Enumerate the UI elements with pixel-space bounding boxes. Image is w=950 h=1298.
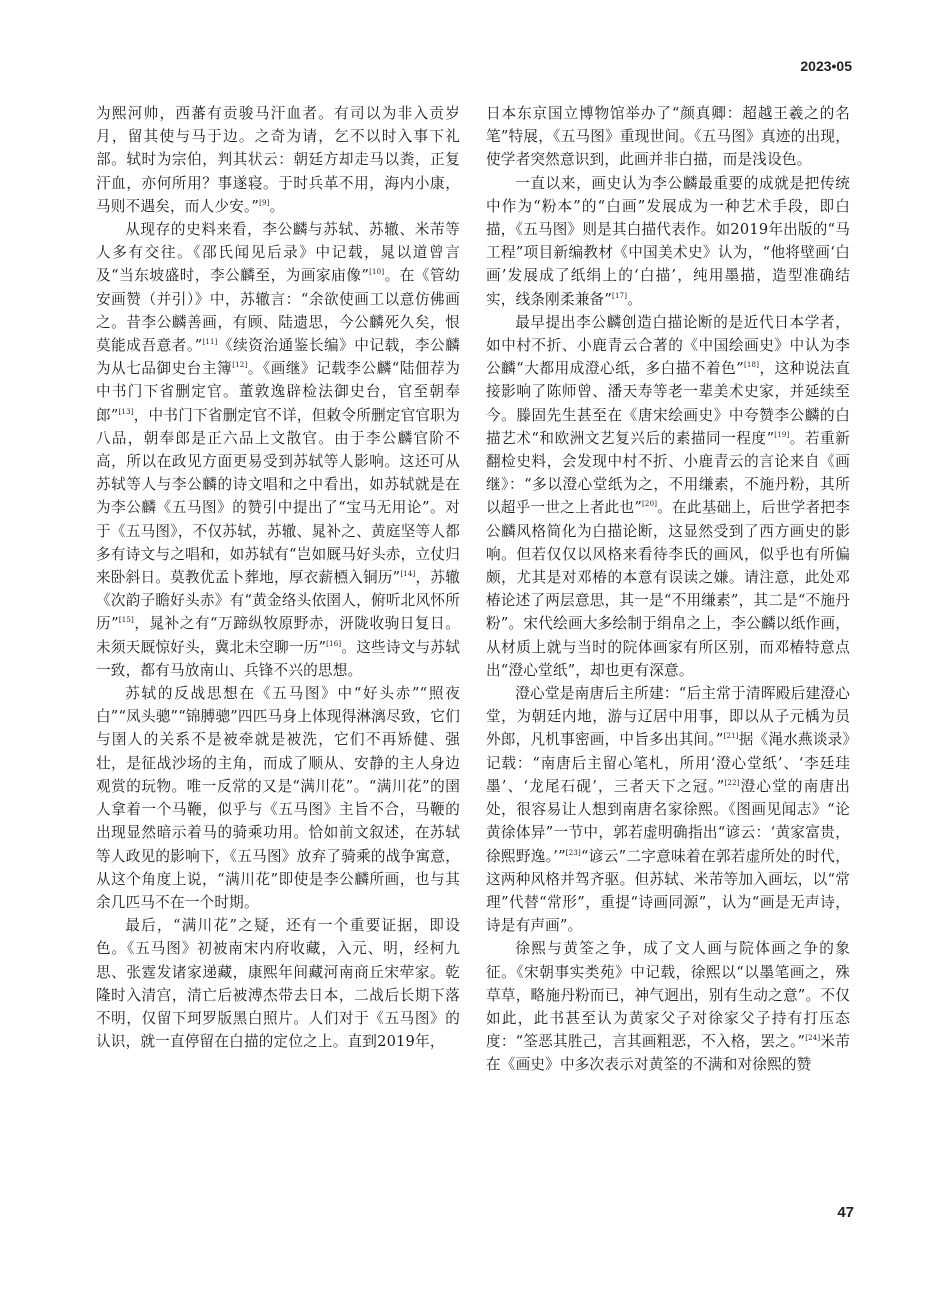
- paragraph: [96, 914, 460, 1053]
- left-column: [96, 102, 460, 1053]
- paragraph-text: ，晁补之有“万蹄纵牧原野赤，汧陇收驹日复日。未须天厩惊好头，冀北未空聊一历”: [96, 615, 460, 656]
- paragraph-text: 《续资治通鉴长编》中记载，李公麟为从七品御史台主簿: [96, 337, 461, 378]
- citation-marker: [21]: [723, 732, 739, 741]
- paragraph-text: ，苏辙《次韵子瞻好头赤》有“黄金络头依圉人，俯听北风怀所历”: [96, 569, 460, 633]
- citation-marker: [19]: [774, 430, 790, 439]
- citation-marker: [16]: [326, 639, 342, 648]
- citation-marker: [14]: [400, 570, 416, 579]
- paragraph-text: 澄心堂的南唐出处，很容易让人想到南唐名家徐熙。《图画见闻志》“论黄徐体异”一节中，郭若虚明确指出“谚云：‘黄家富贵，徐熙野逸。’”: [486, 777, 850, 865]
- citation-marker: [15]: [118, 616, 134, 625]
- paragraph-text: 。《画继》记载李公麟“陆佃荐为中书门下省删定官。董敦逸辟检法御史台，官至朝奉郎”: [96, 360, 460, 424]
- citation-marker: [18]: [743, 361, 760, 370]
- paragraph-text: 澄心堂是南唐后主所建：“后主常于清晖殿后建澄心堂，为朝廷内地，游与辽居中用事，即以从子元楀为员外郎，凡机事密画，中旨多出其间。”: [486, 685, 850, 749]
- paragraph-text: 从现存的史料来看，李公麟与苏轼、苏辙、米芾等人多有交往。《邵氏闻见后录》中记载，晁以道曾言及“当东坡盛时，李公麟至，为画家庙像”: [96, 221, 460, 285]
- paragraph-text: 一直以来，画史认为李公麟最重要的成就是把传统中作为“粉本”的“白画”发展成为一种艺术手段，即白描，《五马图》则是其白描代表作。如2019年出版的“马工程”项目新编教材《中国美术史》认为，“他将壁画‘白画’发展成了纸绢上的‘白描’，纯用墨描，造型准确结实，线条刚柔兼备”: [486, 174, 850, 308]
- citation-marker: [17]: [612, 291, 628, 300]
- paragraph: [486, 311, 850, 682]
- paragraph-text: ，这种说法直接影响了陈师曾、潘天寿等老一辈美术史家，并延续至今。滕固先生甚至在《唐宋绘画史》中夸赞李公麟的白描艺术“和欧洲文艺复兴后的素描同一程度”: [486, 360, 850, 447]
- paragraph: [96, 218, 460, 682]
- citation-marker: [9]: [259, 198, 270, 207]
- citation-marker: [11]: [202, 338, 218, 347]
- paragraph-text: 米芾在《画史》中多次表示对黄筌的不满和对徐熙的赞: [486, 1033, 850, 1074]
- citation-marker: [12]: [232, 361, 248, 370]
- paragraph: [486, 102, 850, 172]
- paragraph-text: 据《渑水燕谈录》记载：“南唐后主留心笔札，所用‘澄心堂纸’、‘李廷珪墨’、‘龙尾石砚’，三者天下之冠。”: [486, 731, 850, 795]
- paragraph-text: ，中书门下省删定官不详，但敕令所删定官官职为八品，朝奉郎是正六品上文散官。由于李公麟官阶不高，所以在政见方面更易受到苏轼等人影响。这还可从苏轼等人与李公麟的诗文唱和之中看出，如苏轼就是在为李公麟《五马图》的赞引中提出了“宝马无用论”。对于《五马图》，不仅苏轼，苏辙、晁补之、黄庭坚等人都多有诗文与之唱和，如苏轼有“岂如厩马好头赤，立仗归来卧斜日。莫教优孟卜葬地，厚衣薪槱入铜历”: [96, 406, 460, 587]
- paragraph: [486, 172, 850, 311]
- paragraph: [486, 937, 850, 1076]
- paragraph-text: 。在《管幼安画赞（并引）》中，苏辙言：“余欲使画工以意仿佛画之。昔李公麟善画，有顾、陆遗思，今公麟死久矣，恨莫能成吾意者。”: [96, 267, 460, 355]
- paragraph: [96, 682, 460, 914]
- citation-marker: [22]: [724, 778, 740, 787]
- paragraph-text: 苏轼的反战思想在《五马图》中“好头赤”“照夜白”“凤头骢”“锦膊骢”四匹马身上体现得淋漓尽致，它们与圉人的关系不是被牵就是被洗，它们不再矫健、强壮，是征战沙场的主角，而成了顺从、安静的主人身边观赏的玩物。唯一反常的又是“满川花”。“满川花”的圉人拿着一个马鞭，似乎与《五马图》主旨不合，马鞭的出现显然暗示着马的骑乘功用。恰如前文叙述，在苏轼等人政见的影响下，《五马图》放弃了骑乘的战争寓意，从这个角度上说，“满川花”即使是李公麟所画，也与其余几匹马不在一个时期。: [96, 685, 460, 911]
- paragraph-text: 徐熙与黄筌之争，成了文人画与院体画之争的象征。《宋朝事实类苑》中记载，徐熙以“以墨笔画之，殊草草，略施丹粉而已，神气迥出，别有生动之意”。不仅如此，此书甚至认为黄家父子对徐家父子持有打压态度：“筌恶其胜己，言其画粗恶，不入格，罢之。”: [486, 940, 850, 1051]
- paragraph-text: 。这些诗文与苏轼一致，都有马放南山、兵锋不兴的思想。: [96, 638, 460, 679]
- paragraph-text: 最早提出李公麟创造白描论断的是近代日本学者，如中村不折、小鹿青云合著的《中国绘画史》中认为李公麟“大都用成澄心纸，多白描不着色”: [486, 313, 850, 378]
- paragraph-text: “谚云”二字意味着在郭若虚所处的时代，这两种风格并驾齐驱。但苏轼、米芾等加入画坛，以“常理”代替“常形”，重提“诗画同源”，认为“画是无声诗，诗是有声画”。: [486, 847, 850, 935]
- page-number: 47: [837, 1204, 854, 1221]
- paragraph-text: 日本东京国立博物馆举办了“颜真卿：超越王羲之的名笔”特展，《五马图》重现世间。《五马图》真迹的出现，使学者突然意识到，此画并非白描，而是浅设色。: [486, 105, 850, 169]
- right-column: [486, 102, 850, 1077]
- paragraph-text: 。若重新翻检史料，会发现中村不折、小鹿青云的言论来自《画继》：“多以澄心堂纸为之，不用缣素，不施丹粉，其所以超乎一世之上者此也”: [486, 429, 850, 517]
- paragraph: [486, 682, 850, 937]
- citation-marker: [20]: [642, 500, 658, 509]
- paragraph-text: 为熙河帅，西蕃有贡骏马汗血者。有司以为非入贡岁月，留其使与马于边。之奇为请，乞不以时入事下礼部。轼时为宗伯，判其状云：朝廷方却走马以粪，正复汗血，亦何所用？事遂寝。于时兵革不用，海内小康，马则不遇矣，而人少安。”: [96, 105, 460, 215]
- paragraph-text: 。在此基础上，后世学者把李公麟风格简化为白描论断，这显然受到了西方画史的影响。但若仅仅以风格来看待李氏的画风，似乎也有所偏颇，尤其是对邓椿的本意有误读之嫌。请注意，此处邓椿论述了两层意思，其一是“不用缣素”，其二是“不施丹粉”。宋代绘画大多绘制于绢帛之上，李公麟以纸作画，从材质上就与当时的院体画家有所区别，而邓椿特意点出“澄心堂纸”，却也更有深意。: [486, 499, 850, 679]
- citation-marker: [13]: [118, 407, 134, 416]
- citation-marker: [10]: [369, 268, 385, 277]
- paragraph-text: 。: [627, 290, 642, 308]
- paragraph-text: 。: [269, 197, 285, 215]
- citation-marker: [24]: [805, 1034, 821, 1043]
- citation-marker: [23]: [565, 848, 581, 857]
- paragraph-text: 最后，“满川花”之疑，还有一个重要证据，即设色。《五马图》初被南宋内府收藏，入元、明，经柯九思、张霆发诸家递藏，康熙年间藏河南商丘宋荦家。乾隆时入清宫，清亡后被溥杰带去日本，二战后长期下落不明，仅留下珂罗版黑白照片。人们对于《五马图》的认识，就一直停留在白描的定位之上。直到2019年，: [96, 917, 460, 1051]
- paragraph: [96, 102, 460, 218]
- issue-number: 2023•05: [800, 58, 852, 74]
